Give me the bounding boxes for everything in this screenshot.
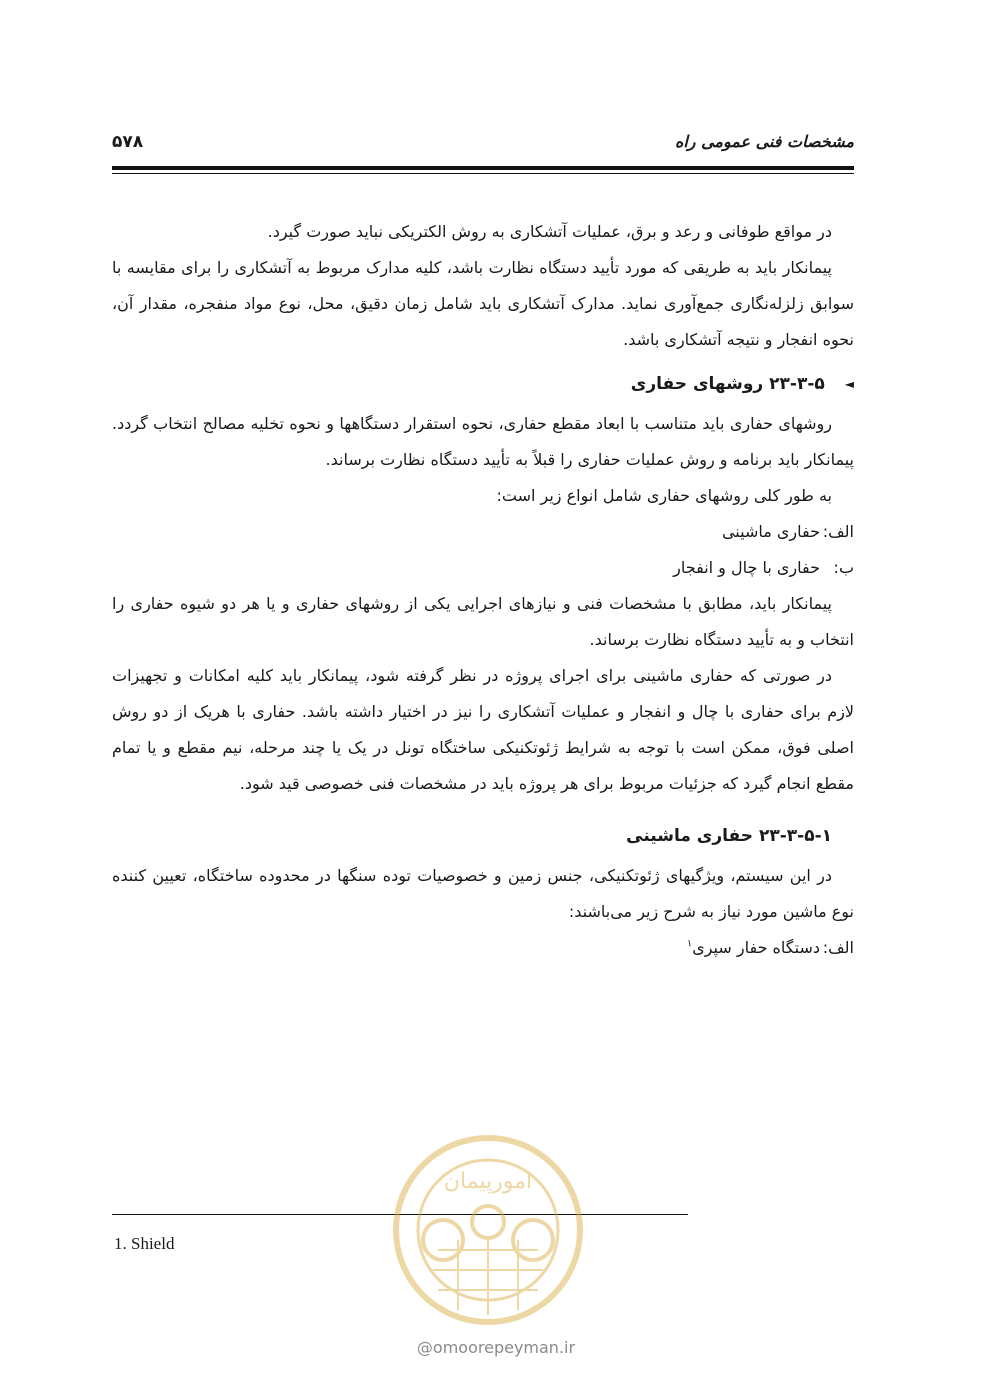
list-text: حفاری با چال و انفجار bbox=[673, 558, 820, 577]
list-item bbox=[112, 930, 854, 966]
paragraph: در این سیستم، ویژگیهای ژئوتکنیکی، جنس زمین و خصوصیات توده سنگها در محدوده ساختگاه، تعیین کننده نوع ماشین مورد نیاز به شرح زیر می‌باشند: bbox=[112, 866, 854, 921]
paragraph: در مواقع طوفانی و رعد و برق، عملیات آتشکاری به روش الکتریکی نباید صورت گیرد. bbox=[267, 222, 832, 241]
paragraph: به طور کلی روشهای حفاری شامل انواع زیر است: bbox=[496, 486, 832, 505]
paragraph: در صورتی که حفاری ماشینی برای اجرای پروژه در نظر گرفته شود، پیمانکار باید کلیه امکانات و تجهیزات لازم برای حفاری با چال و انفجار و عملیات آتشکاری را نیز در اختیار داشته باشد. حفاری با هریک از دو روش اصلی فوق، ممکن است با توجه به شرایط ژئوتکنیکی ساختگاه تونل در یک یا چند مرحله، نیم مقطع و یا تمام مقطع انجام گیرد که جزئیات مربوط برای هر پروژه باید در مشخصات فنی خصوصی قید شود. bbox=[112, 666, 854, 793]
header-rule-thick bbox=[112, 166, 854, 170]
section-heading-text: ۲۳-۳-۵ روشهای حفاری bbox=[630, 374, 825, 394]
list-letter: الف: bbox=[822, 938, 854, 957]
triangle-bullet-icon: ◄ bbox=[844, 377, 854, 391]
subsection-heading bbox=[112, 818, 854, 854]
list-item bbox=[112, 550, 854, 586]
watermark-site: @omoorepeyman.ir bbox=[416, 1338, 576, 1357]
list-text: حفاری ماشینی bbox=[721, 522, 820, 541]
section-heading bbox=[112, 366, 854, 402]
list-letter: الف: bbox=[822, 522, 854, 541]
footnote: 1. Shield bbox=[114, 1234, 175, 1253]
list-letter: ب: bbox=[833, 558, 854, 577]
paragraph: پیمانکار باید، مطابق با مشخصات فنی و نیازهای اجرایی یکی از روشهای حفاری و یا هر دو شیوه حفاری را انتخاب و به تأیید دستگاه نظارت برساند. bbox=[112, 594, 854, 649]
header-rule-thin bbox=[112, 173, 854, 174]
page-number: ۵۷۸ bbox=[112, 132, 144, 152]
list-text: دستگاه حفار سپری bbox=[692, 938, 820, 957]
subsection-heading-text: ۲۳-۳-۵-۱ حفاری ماشینی bbox=[626, 826, 832, 846]
header-title: مشخصات فنی عمومی راه bbox=[674, 132, 854, 151]
footnote-marker: ۱ bbox=[686, 938, 693, 950]
watermark-logo-icon bbox=[378, 1130, 598, 1340]
running-header bbox=[112, 132, 854, 158]
watermark-logo-text: امورپیمان bbox=[443, 1169, 533, 1194]
page-body bbox=[112, 214, 854, 966]
paragraph: روشهای حفاری باید متناسب با ابعاد مقطع حفاری، نحوه استقرار دستگاهها و نحوه تخلیه مصالح انتخاب گردد. پیمانکار باید برنامه و روش عملیات حفاری را قبلاً به تأیید دستگاه نظارت برساند. bbox=[112, 414, 854, 469]
list-item bbox=[112, 514, 854, 550]
paragraph: پیمانکار باید به طریقی که مورد تأیید دستگاه نظارت باشد، کلیه مدارک مربوط به آتشکاری را برای مقایسه با سوابق زلزله‌نگاری جمع‌آوری نماید. مدارک آتشکاری باید شامل زمان دقیق، محل، نوع مواد منفجره، مقدار آن، نحوه انفجار و نتیجه آتشکاری باشد. bbox=[112, 258, 854, 349]
